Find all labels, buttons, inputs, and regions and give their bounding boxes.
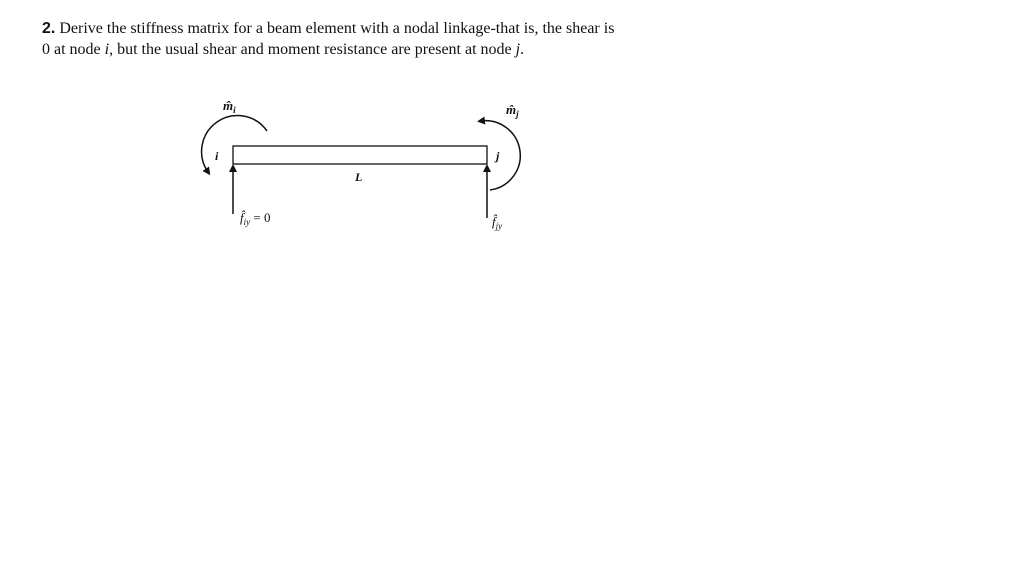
problem-number: 2. (42, 20, 56, 37)
node-i-label: i (215, 149, 219, 163)
shear-i-label: $f̂_{iy} = 0$ (240, 210, 271, 227)
node-j-label: j (496, 149, 500, 163)
problem-line-1: Derive the stiffness matrix for a beam element with a nodal linkage-that is, the shear is (59, 20, 615, 37)
problem-line-2-c: . (520, 41, 525, 58)
problem-line-2-a: 0 at node (42, 41, 105, 58)
moment-j-label: $m̂_j$ (506, 102, 519, 119)
beam-element (233, 146, 487, 164)
moment-i-label: $m̂_i$ (223, 98, 236, 115)
length-label: L (355, 170, 363, 184)
problem-line-2-b: , but the usual shear and moment resistance are present at node (109, 41, 516, 58)
problem-node-j: j (515, 41, 521, 58)
shear-j-label: $f̂_{jy}$ (492, 214, 503, 231)
problem-node-i: i (104, 41, 110, 58)
